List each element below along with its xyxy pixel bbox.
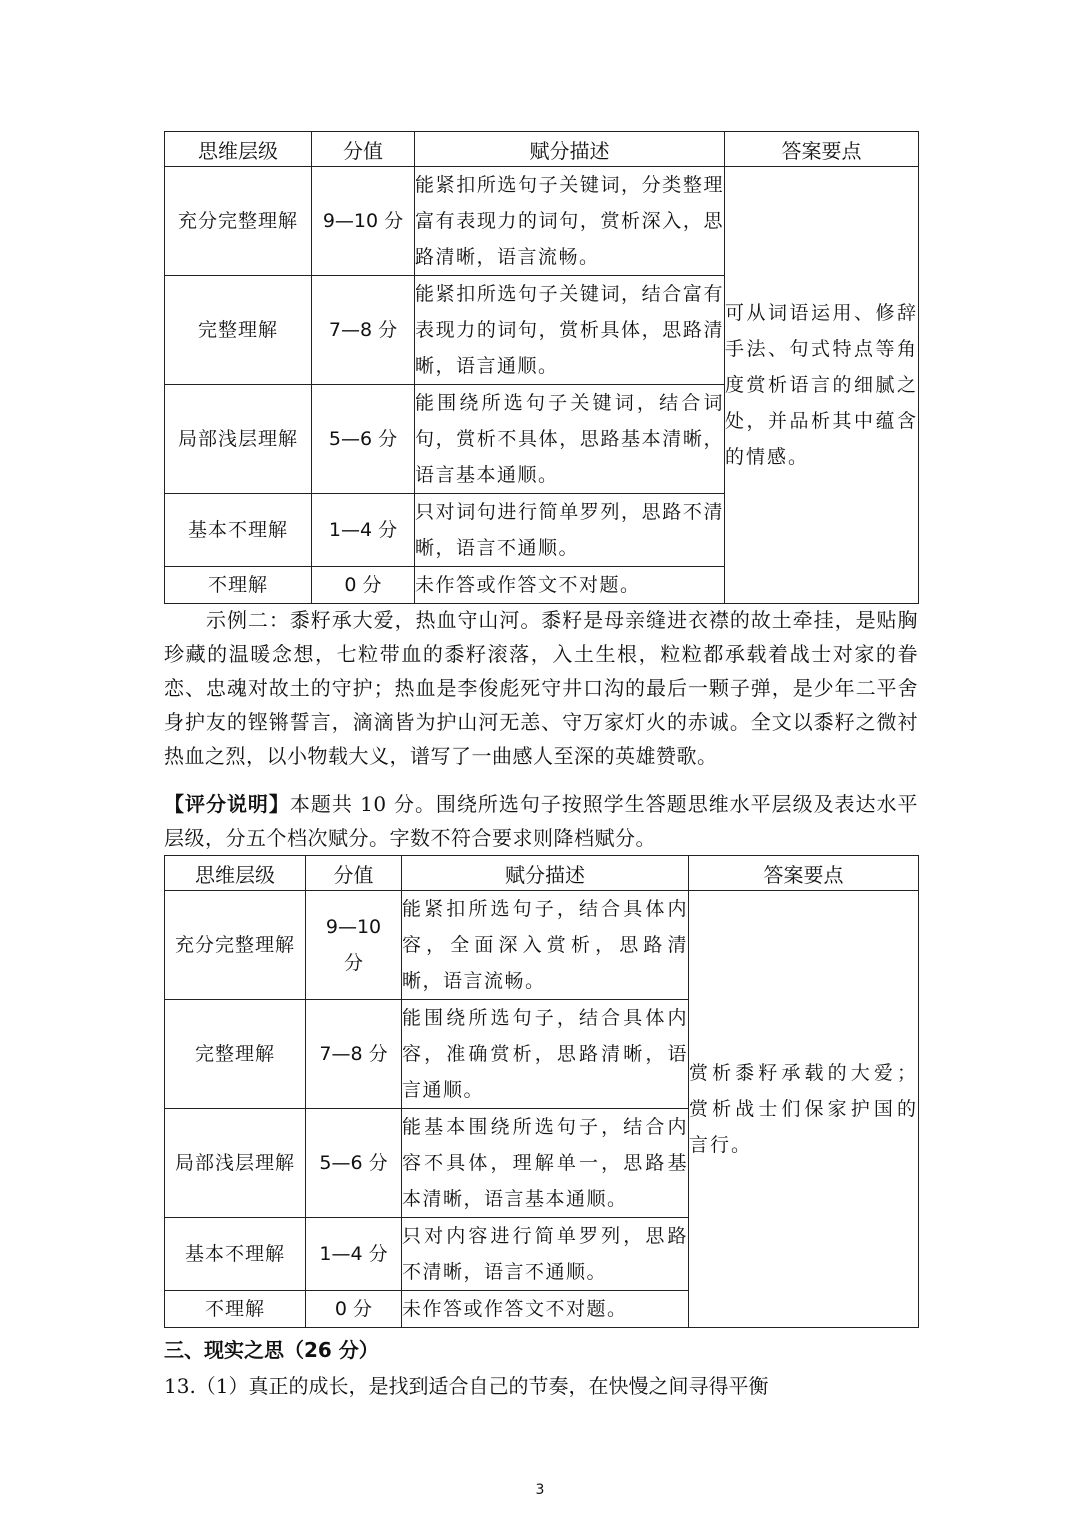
desc-cell: 未作答或作答文不对题。 <box>415 567 725 604</box>
header-key: 答案要点 <box>725 132 919 167</box>
desc-cell: 只对词句进行简单罗列，思路不清晰，语言不通顺。 <box>415 494 725 567</box>
table-row <box>165 167 919 276</box>
question-13: 13.（1）真正的成长，是找到适合自己的节奏，在快慢之间寻得平衡 <box>164 1374 769 1398</box>
desc-cell: 未作答或作答文不对题。 <box>402 1291 689 1328</box>
header-score: 分值 <box>312 132 415 167</box>
score-cell: 1—4 分 <box>312 494 415 567</box>
example-2-paragraph: 示例二：黍籽承大爱，热血守山河。黍籽是母亲缝进衣襟的故土牵挂，是贴胸珍藏的温暖念想，七粒带血的黍籽滚落，入土生根，粒粒都承载着战士对家的眷恋、忠魂对故土的守护；热血是李俊彪死守井口沟的最后一颗子弹，是少年二平舍身护友的铿锵誓言，滴滴皆为护山河无恙、守万家灯火的赤诚。全文以黍籽之微衬热血之烈，以小物载大义，谱写了一曲感人至深的英雄赞歌。 <box>164 608 918 768</box>
score-cell: 7—8 分 <box>306 1000 402 1109</box>
header-desc: 赋分描述 <box>415 132 725 167</box>
level-cell: 基本不理解 <box>165 1218 306 1291</box>
level-cell: 充分完整理解 <box>165 891 306 1000</box>
table-header-row <box>165 132 919 167</box>
scoring-note <box>164 787 918 855</box>
desc-cell: 只对内容进行简单罗列，思路不清晰，语言不通顺。 <box>402 1218 689 1291</box>
score-cell: 9—10 分 <box>312 167 415 276</box>
section-3-heading: 三、现实之思（26 分） <box>164 1338 379 1362</box>
level-cell: 充分完整理解 <box>165 167 312 276</box>
scoring-table-2 <box>164 855 919 1328</box>
level-cell: 基本不理解 <box>165 494 312 567</box>
desc-cell: 能基本围绕所选句子，结合内容不具体，理解单一，思路基本清晰，语言基本通顺。 <box>402 1109 689 1218</box>
header-desc: 赋分描述 <box>402 856 689 891</box>
desc-cell: 能围绕所选句子，结合具体内容，准确赏析，思路清晰，语言通顺。 <box>402 1000 689 1109</box>
level-cell: 完整理解 <box>165 1000 306 1109</box>
score-cell: 0 分 <box>306 1291 402 1328</box>
level-cell: 局部浅层理解 <box>165 385 312 494</box>
key-points-cell: 可从词语运用、修辞手法、句式特点等角度赏析语言的细腻之处，并品析其中蕴含的情感。 <box>725 167 919 604</box>
scoring-note-text: 本题共 10 分。围绕所选句子按照学生答题思维水平层级及表达水平层级，分五个档次赋分。字数不符合要求则降档赋分。 <box>164 792 918 850</box>
scoring-table-1 <box>164 131 919 604</box>
desc-cell: 能围绕所选句子关键词，结合词句，赏析不具体，思路基本清晰，语言基本通顺。 <box>415 385 725 494</box>
header-level: 思维层级 <box>165 132 312 167</box>
level-cell: 不理解 <box>165 1291 306 1328</box>
scoring-note-label: 【评分说明】 <box>164 792 290 816</box>
header-level: 思维层级 <box>165 856 306 891</box>
score-cell: 5—6 分 <box>306 1109 402 1218</box>
score-cell: 0 分 <box>312 567 415 604</box>
score-cell: 9—10 分 <box>306 891 402 1000</box>
level-cell: 完整理解 <box>165 276 312 385</box>
score-cell: 7—8 分 <box>312 276 415 385</box>
level-cell: 局部浅层理解 <box>165 1109 306 1218</box>
page-number: 3 <box>535 1482 545 1498</box>
table-header-row <box>165 856 919 891</box>
desc-cell: 能紧扣所选句子关键词，结合富有表现力的词句，赏析具体，思路清晰，语言通顺。 <box>415 276 725 385</box>
header-key: 答案要点 <box>689 856 919 891</box>
key-points-cell: 赏析黍籽承载的大爱；赏析战士们保家护国的言行。 <box>689 891 919 1328</box>
score-cell: 1—4 分 <box>306 1218 402 1291</box>
level-cell: 不理解 <box>165 567 312 604</box>
score-cell: 5—6 分 <box>312 385 415 494</box>
desc-cell: 能紧扣所选句子关键词，分类整理富有表现力的词句，赏析深入，思路清晰，语言流畅。 <box>415 167 725 276</box>
desc-cell: 能紧扣所选句子，结合具体内容，全面深入赏析，思路清晰，语言流畅。 <box>402 891 689 1000</box>
table-row <box>165 891 919 1000</box>
header-score: 分值 <box>306 856 402 891</box>
